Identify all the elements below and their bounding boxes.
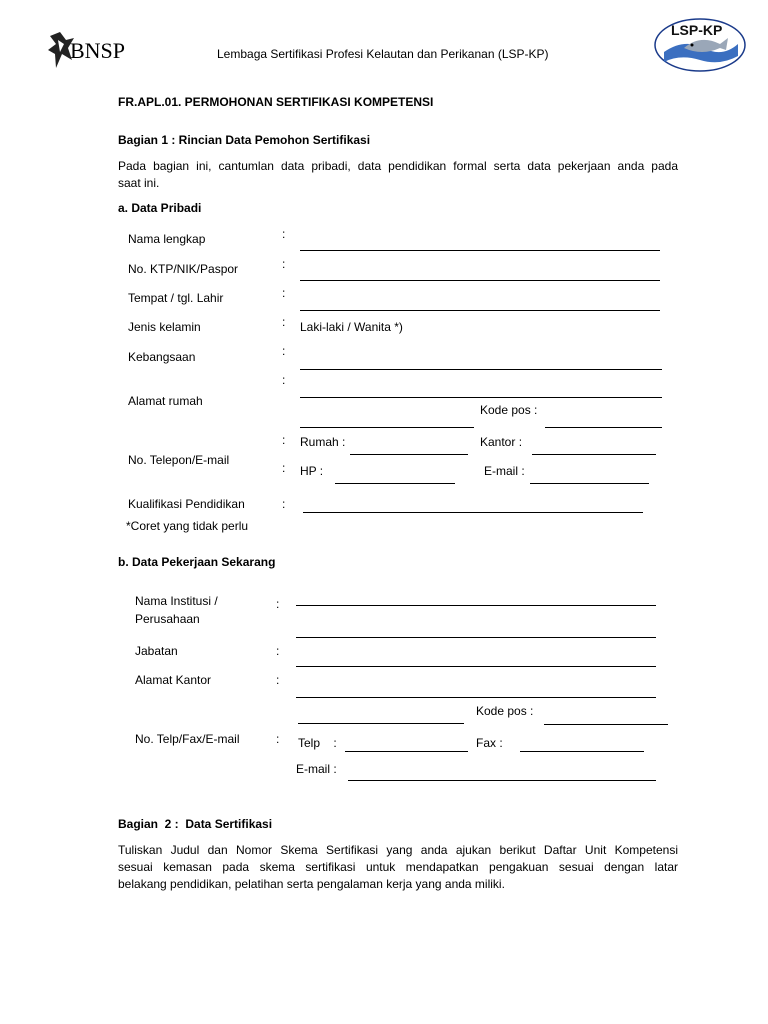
lspkp-logo-text: LSP-KP (671, 22, 723, 38)
jenis-kelamin-options[interactable]: Laki-laki / Wanita *) (300, 320, 403, 334)
label-ttl: Tempat / tgl. Lahir (128, 291, 224, 305)
input-ttl[interactable] (300, 310, 660, 311)
label-hp: HP : (300, 464, 324, 478)
input-email[interactable] (530, 483, 649, 484)
label-institusi-1: Nama Institusi / (135, 594, 218, 608)
colon: : (282, 433, 286, 447)
form-title: FR.APL.01. PERMOHONAN SERTIFIKASI KOMPETENSI (118, 95, 434, 109)
input-kode-pos[interactable] (545, 427, 662, 428)
section2-line-2: sesuai kemasan pada skema sertifikasi untuk mendapatkan pengakuan sesuai dengan latar (118, 860, 678, 874)
label-kebangsaan: Kebangsaan (128, 350, 196, 364)
colon: : (282, 257, 286, 271)
input-alamat-kantor-line1[interactable] (296, 697, 656, 698)
section2-line-1: Tuliskan Judul dan Nomor Skema Sertifikasi yang anda ajukan berikut Daftar Unit Kompetensi (118, 843, 678, 857)
input-telp-kantor[interactable] (532, 454, 656, 455)
label-alamat-rumah: Alamat rumah (128, 394, 203, 408)
label-kode-pos-kantor: Kode pos : (476, 704, 534, 718)
label-fax: Fax : (476, 736, 503, 750)
input-alamat-kantor-line2[interactable] (298, 723, 464, 724)
label-nama-lengkap: Nama lengkap (128, 232, 206, 246)
input-kode-pos-kantor[interactable] (544, 724, 668, 725)
colon: : (282, 315, 286, 329)
section1-intro (118, 158, 678, 192)
bnsp-logo (46, 30, 136, 70)
colon: : (282, 286, 286, 300)
label-ktp: No. KTP/NIK/Paspor (128, 262, 239, 276)
colon: : (282, 344, 286, 358)
colon: : (282, 461, 286, 475)
colon: : (282, 497, 286, 511)
label-kode-pos: Kode pos : (480, 403, 538, 417)
label-kualifikasi: Kualifikasi Pendidikan (128, 497, 245, 511)
sub-data-pekerjaan: b. Data Pekerjaan Sekarang (118, 555, 276, 569)
section2-line-3: belakang pendidikan, pelatihan serta pengalaman kerja yang anda miliki. (118, 877, 505, 891)
input-fax[interactable] (520, 751, 644, 752)
bnsp-logo-text: BNSP (70, 38, 126, 63)
label-jenis-kelamin: Jenis kelamin (128, 320, 201, 334)
colon: : (282, 227, 286, 241)
input-jabatan[interactable] (296, 666, 656, 667)
input-ktp[interactable] (300, 280, 660, 281)
input-institusi-line2[interactable] (296, 637, 656, 638)
label-email: E-mail : (484, 464, 525, 478)
input-telp-rumah[interactable] (350, 454, 468, 455)
sub-data-pribadi: a. Data Pribadi (118, 201, 202, 215)
input-email-kantor[interactable] (348, 780, 656, 781)
section2-title: Bagian 2 : Data Sertifikasi (118, 817, 273, 831)
note-coret: *Coret yang tidak perlu (126, 519, 249, 533)
input-kualifikasi[interactable] (303, 512, 643, 513)
lspkp-logo (654, 18, 746, 72)
section2-paragraph (118, 842, 678, 893)
colon: : (276, 644, 280, 658)
colon: : (276, 732, 280, 746)
input-institusi-line1[interactable] (296, 605, 656, 606)
input-alamat-line1[interactable] (300, 397, 662, 398)
colon: : (276, 673, 280, 687)
label-email-kantor: E-mail : (296, 762, 337, 776)
input-hp[interactable] (335, 483, 455, 484)
intro-line-2: saat ini. (118, 176, 160, 190)
colon: : (276, 597, 280, 611)
label-institusi-2: Perusahaan (135, 612, 200, 626)
label-rumah: Rumah : (300, 435, 346, 449)
label-telepon-email: No. Telepon/E-mail (128, 453, 230, 467)
institution-name: Lembaga Sertifikasi Profesi Kelautan dan Perikanan (LSP-KP) (217, 47, 549, 61)
colon: : (282, 373, 286, 387)
label-jabatan: Jabatan (135, 644, 178, 658)
input-alamat-line2[interactable] (300, 427, 474, 428)
intro-line-1: Pada bagian ini, cantumlan data pribadi, data pendidikan formal serta data pekerjaan anda pada (118, 159, 678, 173)
input-telp-kantor-b[interactable] (345, 751, 468, 752)
label-kantor: Kantor : (480, 435, 523, 449)
label-telp: Telp : (298, 736, 337, 750)
section1-title: Bagian 1 : Rincian Data Pemohon Sertifikasi (118, 133, 371, 147)
label-telp-fax-email: No. Telp/Fax/E-mail (135, 732, 240, 746)
input-kebangsaan[interactable] (300, 369, 662, 370)
label-alamat-kantor: Alamat Kantor (135, 673, 212, 687)
input-nama-lengkap[interactable] (300, 250, 660, 251)
